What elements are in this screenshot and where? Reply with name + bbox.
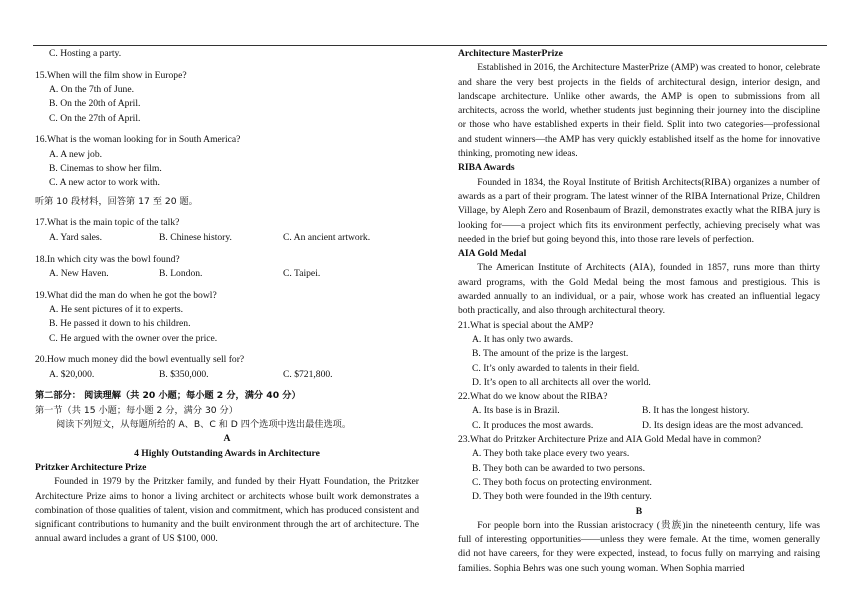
q14-option-c: C. Hosting a party.: [49, 48, 122, 59]
q19-stem: 19.What did the man do when he got the bowl?: [35, 289, 217, 301]
aia-heading: AIA Gold Medal: [458, 248, 527, 260]
q23-stem: 23.What do Pritzker Architecture Prize and AIA Gold Medal have in common?: [458, 434, 762, 446]
q18-stem: 18.In which city was the bowl found?: [35, 253, 180, 265]
q23-option-d: D. They both were founded in the l9th century.: [472, 491, 652, 503]
q16-option-b: B. Cinemas to show her film.: [49, 163, 162, 175]
q20-options: [35, 368, 419, 382]
q18-option-a: A. New Haven.: [49, 267, 109, 279]
q23-option-c: C. They both focus on protecting environment.: [472, 476, 652, 488]
q20-stem: 20.How much money did the bowl eventually sell for?: [35, 354, 245, 366]
header-rule: [33, 45, 827, 46]
q17-option-c: C. An ancient artwork.: [283, 231, 371, 243]
q20-option-a: A. $20,000.: [49, 368, 95, 380]
q15-option-b: B. On the 20th of April.: [49, 98, 141, 110]
q17-stem: 17.What is the main topic of the talk?: [35, 217, 180, 229]
q16-option-c: C. A new actor to work with.: [49, 177, 160, 189]
q17-options: [35, 231, 419, 245]
q19-option-c: C. He argued with the owner over the price.: [49, 332, 218, 344]
q21-option-a: A. It has only two awards.: [472, 333, 573, 345]
q17-option-a: A. Yard sales.: [49, 231, 103, 243]
q15-option-c: C. On the 27th of April.: [49, 112, 141, 124]
passage-b-paragraph: For people born into the Russian aristocracy (贵族)in the nineteenth century, life was full of interesting opportunities——unless they were female. At the time, women generally did not have careers, for they were expected, instead, to focus fully on marrying and raising families. Sophia Behrs was one such young woman. When Sophia married: [458, 519, 820, 574]
pritzker-paragraph: Founded in 1979 by the Pritzker family, and funded by their Hyatt Foundation, the Pritzker Architecture Prize aims to honor a living architect or architects whose built work demonstrates a combination of those qualities of talent, vision and commitment, which has produced consistent and significant contributions to humanity and the built environment through the art of architecture. The annual award includes a grant of US $100, 000.: [35, 476, 419, 545]
riba-paragraph: Founded in 1834, the Royal Institute of British Architects(RIBA) organizes a number of awards as a part of their program. The latest winner of the RIBA International Prize, Children Village, by Aleph Zero and Rosenbaum of Brazil, demonstrates exactly what the RIBA jury is looking for——a project which fits its environment perfectly, achieving precisely what was needed in the brief but going beyond this, into those rare levels of perfection.: [458, 176, 820, 245]
section-1-heading: 第一节（共 15 小题；每小题 2 分，满分 30 分）: [35, 404, 238, 416]
passage-b-letter: B: [635, 505, 643, 517]
q19-option-a: A. He sent pictures of it to experts.: [49, 303, 184, 315]
passage-a-title: 4 Highly Outstanding Awards in Architecture: [134, 447, 320, 459]
q21-stem: 21.What is special about the AMP?: [458, 319, 594, 331]
q21-option-b: B. The amount of the prize is the largest.: [472, 348, 629, 360]
section-instruction-10: 听第 10 段材料，回答第 17 至 20 题。: [35, 195, 198, 207]
q18-option-b: B. London.: [159, 267, 203, 279]
q22-option-d: D. Its design ideas are the most advanced.: [642, 419, 804, 431]
q22-options-row2: [458, 419, 820, 433]
amp-heading: Architecture MasterPrize: [458, 48, 563, 59]
q15-option-a: A. On the 7th of June.: [49, 84, 134, 96]
q21-option-d: D. It’s open to all architects all over the world.: [472, 376, 651, 388]
q17-option-b: B. Chinese history.: [159, 231, 232, 243]
passage-a-letter: A: [223, 433, 231, 445]
right-column: [458, 47, 820, 576]
q19-option-b: B. He passed it down to his children.: [49, 318, 191, 330]
q20-option-c: C. $721,800.: [283, 368, 333, 380]
riba-heading: RIBA Awards: [458, 162, 515, 174]
aia-paragraph: The American Institute of Architects (AIA), founded in 1857, runs more than thirty award programs, with the Gold Medal being the most famous and prestigious. This is awarded annually to an individual, or a pair, whose work has created an influential legacy both practically, and also through architectural theory.: [458, 262, 820, 317]
q22-option-c: C. It produces the most awards.: [472, 419, 594, 431]
q18-options: [35, 267, 419, 281]
q16-stem: 16.What is the woman looking for in South America?: [35, 134, 241, 146]
q21-option-c: C. It’s only awarded to talents in their field.: [472, 362, 640, 374]
q22-stem: 22.What do we know about the RIBA?: [458, 391, 608, 403]
q22-option-b: B. It has the longest history.: [642, 405, 750, 417]
amp-paragraph: Established in 2016, the Architecture MasterPrize (AMP) was created to honor, celebrate and share the very best projects in the fields of architectural design, interior design, and landscape architecture. Unlike other awards, the AMP is open to submissions from all architects, across the world, whether students just beginning their journey into the discipline or those who have established experts in their field. Split into two categories—professional and student winners—the AMP has very quickly established itself as the home for innovative thinking, promoting new ideas.: [458, 62, 820, 160]
q15-stem: 15.When will the film show in Europe?: [35, 69, 187, 81]
section-1-instruction: 阅读下列短文，从每题所给的 A、B、C 和 D 四个选项中选出最佳选项。: [56, 419, 352, 431]
pritzker-heading: Pritzker Architecture Prize: [35, 461, 147, 473]
part-2-heading: 第二部分： 阅读理解（共 20 小题；每小题 2 分，满分 40 分）: [35, 390, 301, 402]
q20-option-b: B. $350,000.: [159, 368, 209, 380]
q16-option-a: A. A new job.: [49, 148, 103, 160]
q23-option-a: A. They both take place every two years.: [472, 448, 630, 460]
left-column: [35, 47, 419, 547]
q18-option-c: C. Taipei.: [283, 267, 321, 279]
q22-options-row1: [458, 404, 820, 418]
q23-option-b: B. They both can be awarded to two persons.: [472, 462, 646, 474]
q22-option-a: A. Its base is in Brazil.: [472, 405, 560, 417]
